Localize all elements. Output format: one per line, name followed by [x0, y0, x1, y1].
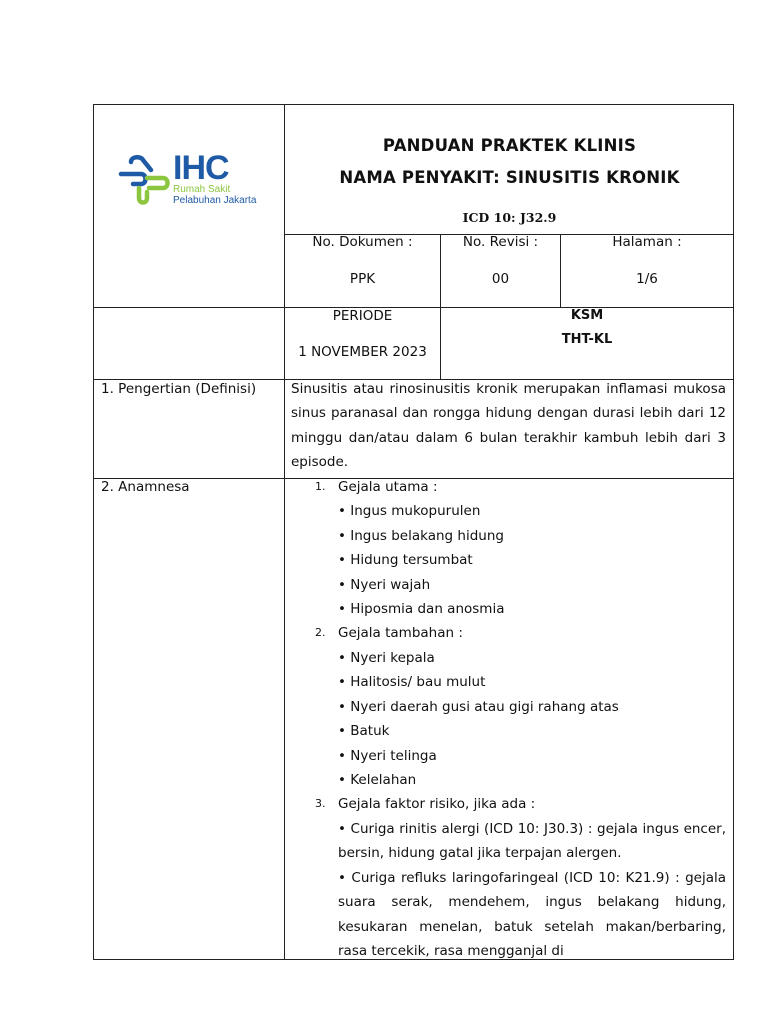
hospital-logo [117, 150, 267, 210]
border-right [733, 104, 734, 960]
doc-number-label: No. Dokumen : [312, 234, 413, 250]
revision-label: No. Revisi : [462, 234, 539, 250]
border-top [93, 104, 734, 105]
logo-brand: IHC [173, 149, 229, 187]
list-heading: Gejala faktor risiko, jika ada : [338, 796, 536, 812]
period-value: 1 NOVEMBER 2023 [298, 344, 427, 360]
doc-number-value: PPK [349, 271, 376, 287]
list-item: • Hidung tersumbat [338, 552, 473, 568]
ksm-label: KSM [570, 308, 604, 323]
ksm-value: THT-KL [561, 332, 613, 347]
document-table [93, 104, 734, 960]
list-item: • Batuk [338, 723, 390, 739]
list-item: • Curiga rinitis alergi (ICD 10: J30.3) : gejala ingus encer, bersin, hidung gatal jika terpajan alergen. [338, 821, 726, 862]
list-heading: Gejala tambahan : [338, 625, 463, 641]
list-item: • Nyeri kepala [338, 650, 435, 666]
list-item: • Hiposmia dan anosmia [338, 601, 505, 617]
section-definition-text: Sinusitis atau rinosinusitis kronik merupakan inflamasi mukosa sinus paranasal dan rongga hidung dengan durasi lebih dari 12 minggu dan/atau dalam 6 bulan terakhir kambuh lebih dari 3 episode. [291, 381, 726, 471]
list-item: • Nyeri daerah gusi atau gigi rahang atas [338, 699, 619, 715]
list-number: 1. [315, 480, 326, 493]
list-item: • Curiga refluks laringofaringeal (ICD 10: K21.9) : gejala suara serak, mendehem, ingus belakang hidung, kesukaran menelan, batuk setelah makan/berbaring, rasa tercekik, rasa mengganjal di [338, 870, 726, 960]
border-left [93, 104, 94, 960]
list-item: • Ingus mukopurulen [338, 503, 481, 519]
logo-line2: Pelabuhan Jakarta [173, 195, 257, 206]
page-label: Halaman : [612, 234, 682, 250]
logo-line1: Rumah Sakit [173, 184, 231, 195]
list-item: • Nyeri telinga [338, 748, 437, 764]
section-definition-label: 1. Pengertian (Definisi) [101, 381, 257, 397]
title-disease: NAMA PENYAKIT: SINUSITIS KRONIK [339, 168, 680, 187]
revision-value: 00 [491, 271, 510, 287]
list-number: 3. [315, 797, 326, 810]
period-label: PERIODE [332, 308, 393, 324]
section-anamnesis-label: 2. Anamnesa [101, 479, 190, 495]
list-item: • Ingus belakang hidung [338, 528, 504, 544]
title-guideline: PANDUAN PRAKTEK KLINIS [382, 136, 637, 155]
list-heading: Gejala utama : [338, 479, 438, 495]
page-value: 1/6 [636, 271, 658, 287]
icd-code: ICD 10: J32.9 [462, 210, 557, 225]
list-item: • Nyeri wajah [338, 577, 431, 593]
list-item: • Halitosis/ bau mulut [338, 674, 486, 690]
list-number: 2. [315, 626, 326, 639]
list-item: • Kelelahan [338, 772, 417, 788]
